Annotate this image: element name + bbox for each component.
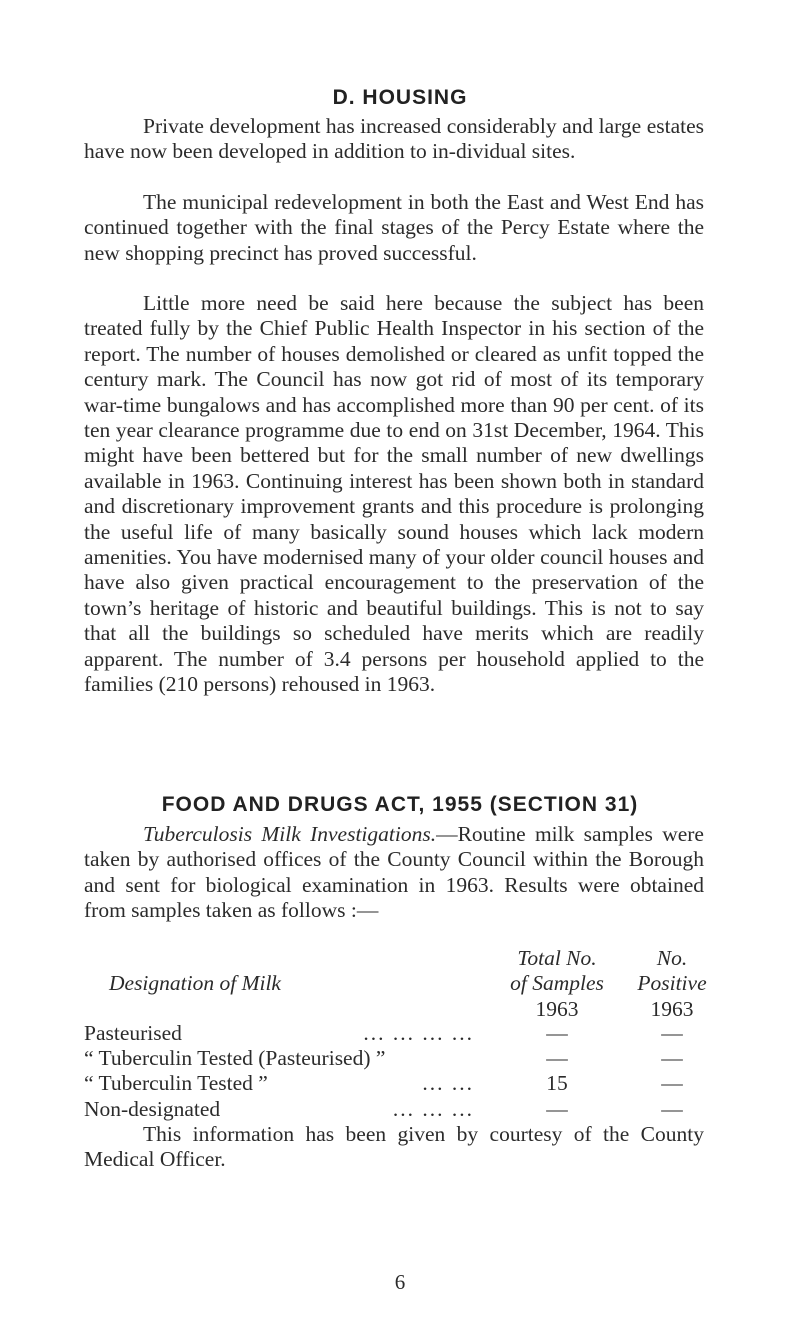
table-row-label: Non-designated: [84, 1097, 221, 1121]
page-number: 6: [394, 1270, 406, 1294]
col-header-total-line2: of Samples: [510, 971, 604, 995]
table-row-leaders: ... ... ...: [392, 1097, 474, 1121]
intro-italic-title: Tuberculosis Milk Investigations.: [143, 822, 437, 846]
footnote-paragraph: This information has been given by courtesy of the County Medical Officer.: [84, 1122, 704, 1172]
table-row-leaders: ... ... ... ...: [363, 1021, 474, 1045]
food-drugs-heading: FOOD AND DRUGS ACT, 1955 (SECTION 31): [161, 793, 639, 816]
food-intro-paragraph: [84, 822, 704, 924]
table-row-positive: —: [661, 1097, 683, 1121]
col-header-positive-line2: Positive: [637, 971, 707, 995]
table-row-label: “ Tuberculin Tested ”: [84, 1071, 268, 1095]
table-row-positive: —: [661, 1046, 683, 1070]
housing-paragraph-1: Private development has increased considerably and large estates have now been developed in addition to in-dividual sites.: [84, 114, 704, 164]
col-header-total-year: 1963: [535, 997, 579, 1021]
table-row-label: Pasteurised: [84, 1021, 182, 1045]
table-row-positive: —: [661, 1021, 683, 1045]
housing-heading: D. HOUSING: [332, 86, 468, 109]
intro-text: —Routine milk samples were taken by authorised offices of the County Council within the Borough and sent for biological examination in 1963. Results were obtained from samples taken as follows :—: [84, 822, 704, 923]
housing-paragraph-3: Little more need be said here because the subject has been treated fully by the Chief Public Health Inspector in his section of the report. The number of houses demolished or cleared as unfit topped the century mark. The Council has now got rid of most of its temporary war-time bungalows and has accomplished more than 90 per cent. of its ten year clearance programme due to end on 31st December, 1964. This might have been bettered but for the small number of new dwellings available in 1963. Continuing interest has been shown both in standard and discretionary improvement grants and this procedure is prolonging the useful life of many basically sound houses which lack modern amenities. You have modernised many of your older council houses and have also given practical encouragement to the preservation of the town’s heritage of historic and beautiful buildings. This is not to say that all the buildings so scheduled have merits which are readily apparent. The number of 3.4 persons per household applied to the families (210 persons) rehoused in 1963.: [84, 291, 704, 697]
col-header-designation: Designation of Milk: [109, 971, 281, 995]
table-row-samples: 15: [546, 1071, 568, 1095]
table-row-samples: —: [546, 1097, 568, 1121]
col-header-positive-year: 1963: [650, 997, 694, 1021]
table-row-label: “ Tuberculin Tested (Pasteurised) ”: [84, 1046, 386, 1070]
table-row-samples: —: [546, 1021, 568, 1045]
housing-paragraph-2: The municipal redevelopment in both the East and West End has continued together with the final stages of the Percy Estate where the new shopping precinct has proved successful.: [84, 190, 704, 265]
col-header-positive-line1: No.: [656, 946, 688, 970]
table-row-leaders: ... ...: [422, 1071, 474, 1095]
table-row-samples: —: [546, 1046, 568, 1070]
table-row-positive: —: [661, 1071, 683, 1095]
col-header-total-line1: Total No.: [517, 946, 597, 970]
